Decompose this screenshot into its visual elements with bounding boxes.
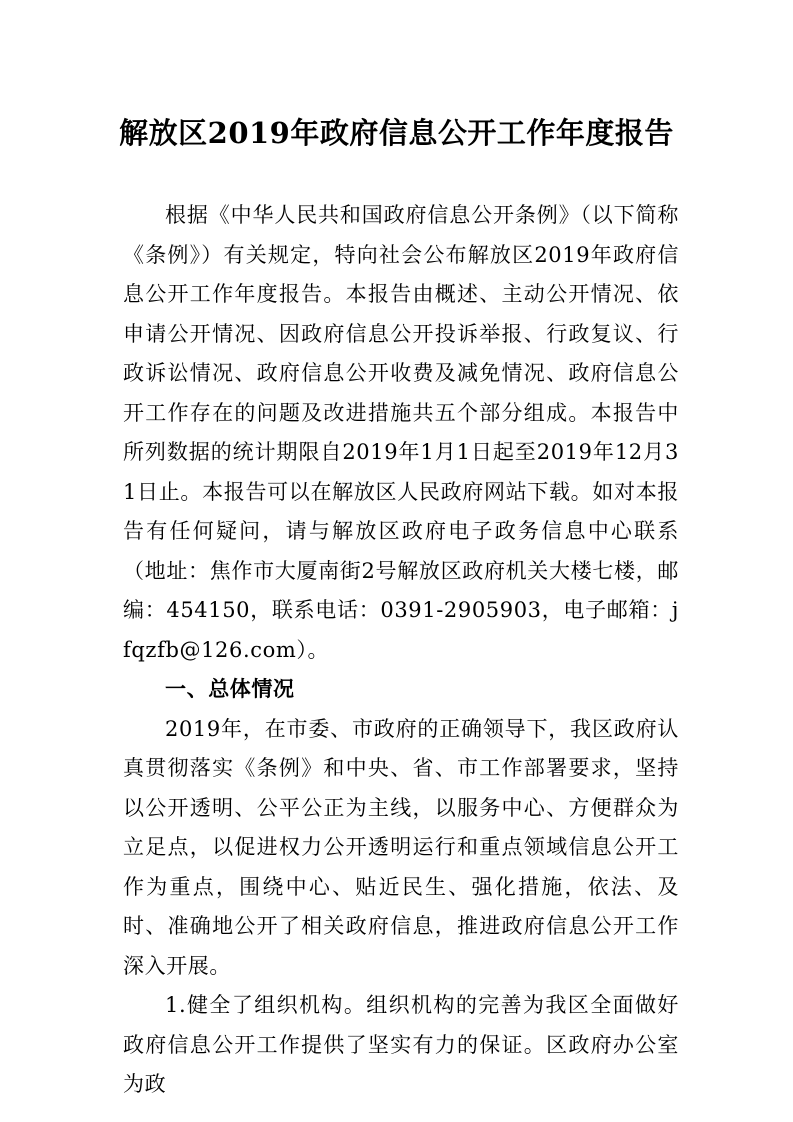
intro-paragraph: 根据《中华人民共和国政府信息公开条例》（以下简称《条例》）有关规定，特向社会公布解放区2019年政府信息公开工作年度报告。本报告由概述、主动公开情况、依申请公开情况、因政府信息公开投诉举报、行政复议、行政诉讼情况、政府信息公开收费及减免情况、政府信息公开工作存在的问题及改进措施共五个部分组成。本报告中所列数据的统计期限自2019年1月1日起至2019年12月31日止。本报告可以在解放区人民政府网站下载。如对本报告有任何疑问，请与解放区政府电子政务信息中心联系（地址：焦作市大厦南街2号解放区政府机关大楼七楼，邮编：454150，联系电话：0391-2905903，电子邮箱：jfqzfb@126.com）。 xyxy=(123,203,679,662)
document-body xyxy=(123,196,679,1105)
document-title: 解放区2019年政府信息公开工作年度报告 xyxy=(119,116,674,150)
overview-paragraph: 2019年，在市委、市政府的正确领导下，我区政府认真贯彻落实《条例》和中央、省、市工作部署要求，坚持以公开透明、公平公正为主线，以服务中心、方便群众为立足点，以促进权力公开透明运行和重点领域信息公开工作为重点，围绕中心、贴近民生、强化措施，依法、及时、准确地公开了相关政府信息，推进政府信息公开工作深入开展。 xyxy=(123,716,679,978)
section-heading-overview: 一、总体情况 xyxy=(165,677,295,701)
item-1-paragraph: 1.健全了组织机构。组织机构的完善为我区全面做好政府信息公开工作提供了坚实有力的保证。区政府办公室为政 xyxy=(123,993,679,1096)
